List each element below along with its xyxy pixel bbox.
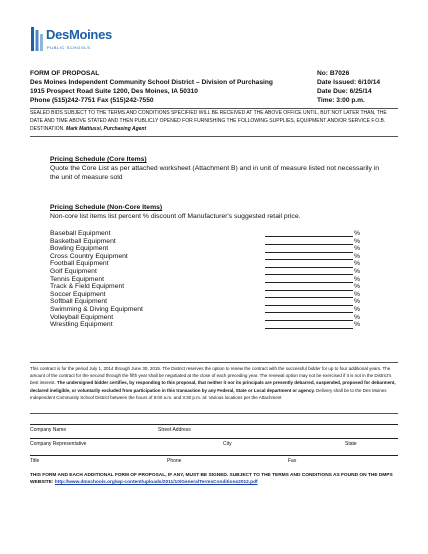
list-item <box>50 321 361 329</box>
company-name-label: Company Name <box>30 427 67 433</box>
header-right <box>317 69 380 105</box>
percent-sign: % <box>354 237 361 245</box>
percent-entry-line[interactable] <box>265 244 353 245</box>
percent-entry-line[interactable] <box>265 328 353 329</box>
list-item <box>50 313 361 322</box>
item-label: Bowling Equipment <box>50 245 109 253</box>
list-item <box>50 245 361 253</box>
district-phone: Phone (515)242-7751 Fax (515)242-7550 <box>30 97 154 104</box>
state-label: State <box>345 441 357 447</box>
footer-text: THIS FORM AND EACH ADDITIONAL FORM OF PROPOSAL, IF ANY, MUST BE SIGNED. SUBJECT TO THE TERMS AND CONDITIONS AS FOUND ON THE DMPS WEBSITE: <box>30 473 393 486</box>
date-due: Date Due: 6/25/14 <box>317 88 372 95</box>
percent-sign: % <box>354 267 361 275</box>
phone-label: Phone <box>167 458 182 464</box>
form-title: FORM OF PROPOSAL <box>30 70 100 77</box>
bid-number: No: B7026 <box>317 70 350 77</box>
logo-mark-icon <box>30 25 44 53</box>
percent-sign: % <box>354 260 361 268</box>
contract-terms <box>30 365 400 401</box>
percent-sign: % <box>354 313 361 321</box>
percent-entry-line[interactable] <box>265 282 353 283</box>
contract-period-text: This contract is for the period July 1, 2014 through June 30, 2015. The District reserves the option to renew the contract with the successful bidder for up to four additional years. The amount of the contract for the second through the fifth year shall be negotiated at the close of each preceding year. The renewal option may not be exercised if it is not in the District's best interest. <box>30 366 392 386</box>
item-label: Cross Country Equipment <box>50 252 128 260</box>
logo-subtitle: PUBLIC SCHOOLS <box>47 45 91 50</box>
divider <box>30 362 398 363</box>
item-label: Swimming & Diving Equipment <box>50 305 143 313</box>
date-issued: Date Issued: 6/10/14 <box>317 79 381 86</box>
list-item <box>50 305 361 314</box>
signature-row-1[interactable] <box>30 424 398 433</box>
percent-entry-line[interactable] <box>265 305 353 306</box>
noncore-items-section <box>50 203 390 221</box>
core-items-body: Quote the Core List as per attached worksheet (Attachment B) and in unit of measure listed not necessarily in the unit of measure sold <box>50 165 380 182</box>
due-time: Time: 3:00 p.m. <box>317 97 365 104</box>
equipment-list <box>50 230 361 329</box>
item-label: Track & Field Equipment <box>50 283 125 291</box>
logo-name: DesMoines <box>46 27 112 42</box>
item-label: Softball Equipment <box>50 298 108 306</box>
percent-entry-line[interactable] <box>265 274 353 275</box>
certification-text: The undersigned bidder certifies, by responding to this proposal, that neither it nor its principals are presently debarred, suspended, proposed for debarment, declared ineligible, or voluntarily excluded from participation in this transaction by any Federal, State or Local department or agency. <box>30 380 396 393</box>
percent-entry-line[interactable] <box>265 252 353 253</box>
percent-entry-line[interactable] <box>265 320 353 321</box>
percent-entry-line[interactable] <box>265 259 353 260</box>
district-name: Des Moines Independent Community School District – Division of Purchasing <box>30 79 273 86</box>
item-label: Soccer Equipment <box>50 290 106 298</box>
percent-sign: % <box>354 283 361 291</box>
percent-entry-line[interactable] <box>265 297 353 298</box>
delivery-text: Delivery shall be to the Des Moines Independent Community School District between the hours of 8:00 a.m. and 3:30 p.m. at: Various locations per the Attachment <box>30 387 387 400</box>
list-item <box>50 237 361 246</box>
item-label: Volleyball Equipment <box>50 313 114 321</box>
item-label: Basketball Equipment <box>50 237 116 245</box>
percent-sign: % <box>354 230 361 237</box>
core-items-section <box>50 155 390 182</box>
list-item <box>50 298 361 306</box>
percent-sign: % <box>354 252 361 260</box>
percent-entry-line[interactable] <box>265 290 353 291</box>
district-address: 1915 Prospect Road Suite 1200, Des Moines, IA 50310 <box>30 88 198 95</box>
company-rep-label: Company Representative <box>30 441 87 447</box>
item-label: Tennis Equipment <box>50 275 105 283</box>
notice-text: SEALED BIDS SUBJECT TO THE TERMS AND CONDITIONS SPECIFIED WILL BE RECEIVED AT THE ABOVE OFFICE UNTIL, BUT NOT LATER THAN, THE DATE AND TIME ABOVE STATED AND THEN PUBLICLY OPENED FOR FURNISHING THE FOLLOWING SUPPLIES, EQUIPMENT AND/OR SERVICE F.O.B. DESTINATION. <box>30 110 387 132</box>
list-item <box>50 290 361 299</box>
signature-row-3[interactable] <box>30 455 398 464</box>
noncore-items-title: Pricing Schedule (Non-Core Items) <box>50 204 163 211</box>
list-item <box>50 267 361 276</box>
title-label: Title <box>30 458 40 464</box>
terms-link[interactable]: http://www.dmschools.org/wp-content/uploads/2011/10/GeneralTermsConditions2012.pdf <box>54 480 258 486</box>
percent-sign: % <box>354 298 361 306</box>
percent-entry-line[interactable] <box>265 312 353 313</box>
signature-requirement <box>30 472 398 487</box>
district-logo <box>30 25 112 57</box>
header-left <box>30 69 273 105</box>
item-label: Golf Equipment <box>50 267 97 275</box>
noncore-items-body: Non-core list items list percent % discount off Manufacturer's suggested retail price. <box>50 213 301 220</box>
divider <box>30 136 398 137</box>
percent-sign: % <box>354 275 361 283</box>
signature-row-2[interactable] <box>30 438 398 447</box>
purchasing-agent: Mark Mattiussi, Purchasing Agent <box>66 125 147 132</box>
list-item <box>50 252 361 261</box>
list-item <box>50 230 361 238</box>
percent-entry-line[interactable] <box>265 236 353 237</box>
sealed-bids-notice <box>30 110 400 133</box>
percent-sign: % <box>354 305 361 313</box>
percent-entry-line[interactable] <box>265 267 353 268</box>
divider <box>30 108 398 109</box>
item-label: Baseball Equipment <box>50 230 111 237</box>
list-item <box>50 275 361 284</box>
core-items-title: Pricing Schedule (Core Items) <box>50 156 147 163</box>
percent-sign: % <box>354 321 361 329</box>
street-address-label: Street Address <box>158 427 191 433</box>
item-label: Wrestling Equipment <box>50 321 113 329</box>
item-label: Football Equipment <box>50 260 109 268</box>
list-item <box>50 283 361 291</box>
divider <box>30 413 398 414</box>
percent-sign: % <box>354 290 361 298</box>
fax-label: Fax <box>288 458 297 464</box>
city-label: City <box>223 441 232 447</box>
percent-sign: % <box>354 245 361 253</box>
list-item <box>50 260 361 268</box>
